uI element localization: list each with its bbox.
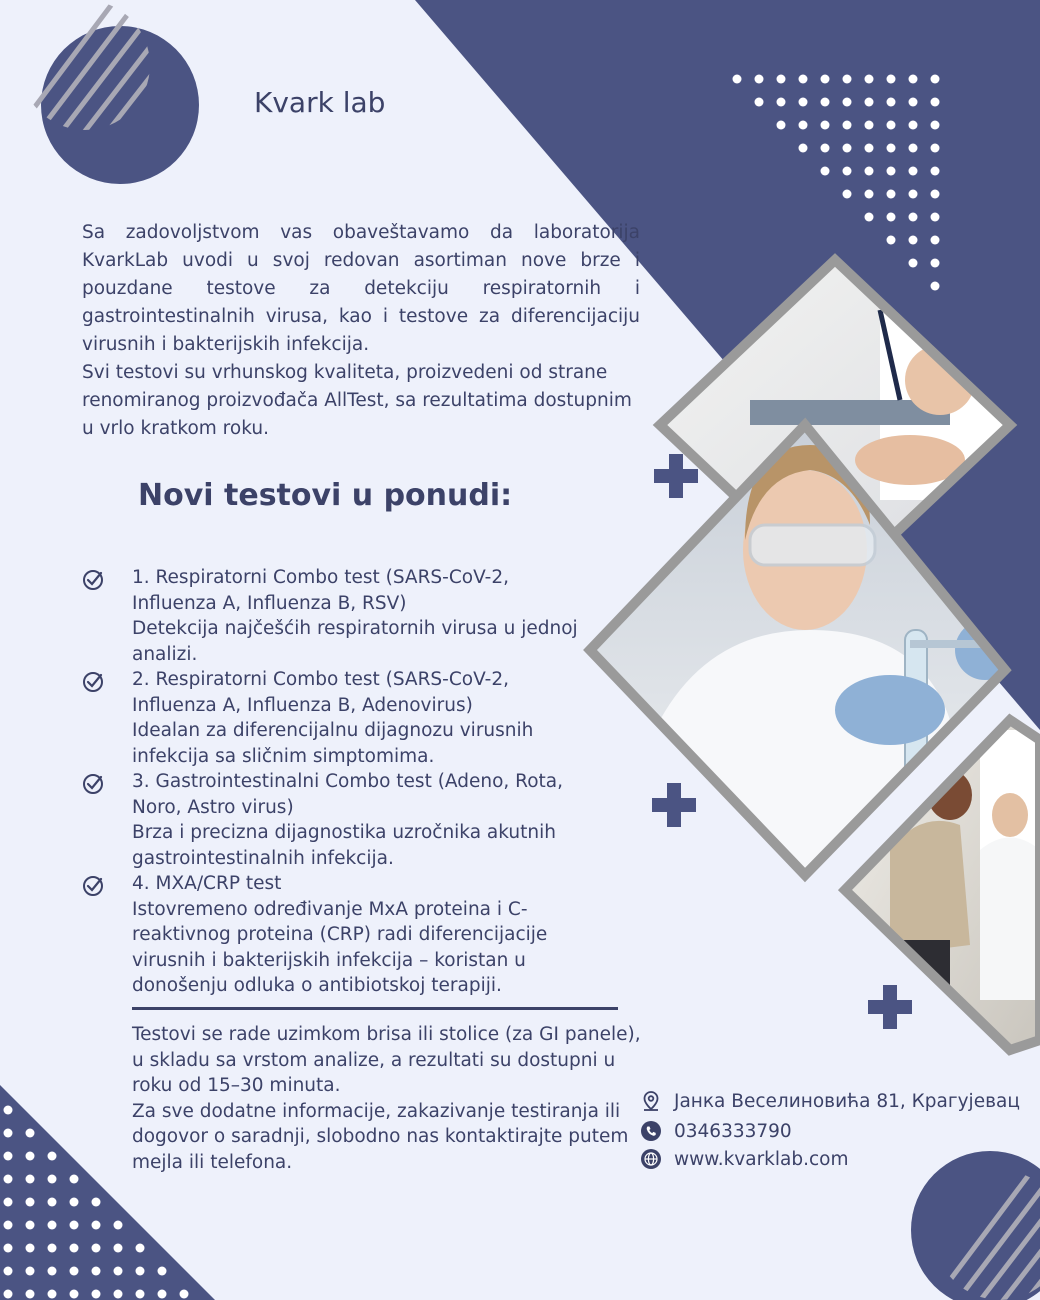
decorative-dot [70,1175,79,1184]
test-name: 1. Respiratorni Combo test (SARS-CoV-2, [132,567,509,588]
decorative-dot [92,1198,101,1207]
tests-list [82,565,642,999]
test-description-cont: reaktivnog proteina (CRP) radi diferencijacije [132,924,548,945]
decorative-dot [48,1198,57,1207]
decorative-dot [4,1175,13,1184]
list-item [82,565,642,667]
test-description-cont: analizi. [132,643,198,665]
decorative-dot [136,1244,145,1253]
decorative-dot [909,98,918,107]
decorative-dot [158,1267,167,1276]
decorative-dot [931,213,940,222]
decorative-dot [887,236,896,245]
globe-icon [640,1148,662,1170]
decorative-dot [48,1267,57,1276]
decorative-dot [931,121,940,130]
decorative-dot [4,1244,13,1253]
decorative-dot [821,75,830,84]
decorative-dot [931,190,940,199]
decorative-dot [92,1290,101,1299]
decorative-dot [4,1129,13,1138]
decorative-dot [843,167,852,176]
decorative-dot [865,213,874,222]
decorative-dot [26,1244,35,1253]
check-circle-icon [82,671,104,693]
test-name: 3. Gastrointestinalni Combo test (Adeno, Rota, [132,771,563,792]
footer-text [132,1022,644,1175]
decorative-dot [733,75,742,84]
decorative-dot [114,1221,123,1230]
list-item [82,769,642,871]
check-circle-icon [82,875,104,897]
test-name: 4. MXA/CRP test [132,873,282,894]
plus-icon [654,454,698,498]
test-name-cont: Influenza A, Influenza B, RSV) [132,592,407,614]
test-description-cont: donošenju odluka o antibiotskoj terapiji. [132,975,502,996]
decorative-dot [799,98,808,107]
footer-paragraph-2: Za sve dodatne informacije, zakazivanje testiranja ili dogovor o saradnji, slobodno nas kontaktirajte putem mejla ili telefona. [132,1100,629,1173]
decorative-dot [48,1152,57,1161]
intro-text [82,219,640,443]
test-description: Idealan za diferencijalnu dijagnozu virusnih [132,720,534,741]
decorative-dot [821,167,830,176]
test-description: Brza i precizna dijagnostika uzročnika akutnih [132,822,556,843]
decorative-dot [887,98,896,107]
test-name-cont: Influenza A, Influenza B, Adenovirus) [132,694,473,716]
intro-paragraph-1: Sa zadovoljstvom vas obaveštavamo da laboratorija KvarkLab uvodi u svoj redovan asortiman nove brze i pouzdane testove za detekciju respiratornih i gastrointestinalnih virusa, kao i testove za diferencijaciju virusnih i bakterijskih infekcija. [82,222,640,355]
decorative-dot [777,98,786,107]
test-description: Detekcija najčešćih respiratornih virusa u jednoj [132,618,578,639]
decorative-dot [114,1244,123,1253]
decorative-dot [909,75,918,84]
decorative-dot [4,1290,13,1299]
contact-address [640,1090,1020,1112]
decorative-dot [799,144,808,153]
test-description-cont: virusnih i bakterijskih infekcija – koristan u [132,949,526,971]
decorative-dot [114,1267,123,1276]
decorative-dot [887,190,896,199]
decorative-dot [909,144,918,153]
decorative-dot [755,98,764,107]
decorative-dot [48,1175,57,1184]
phone-icon [640,1120,662,1142]
decorative-dot [777,75,786,84]
decorative-dot [70,1198,79,1207]
decorative-dot [4,1106,13,1115]
website-link[interactable]: www.kvarklab.com [674,1148,849,1170]
decorative-dot [26,1152,35,1161]
decorative-dot [70,1290,79,1299]
decorative-dot [931,167,940,176]
decorative-dot [136,1267,145,1276]
decorative-dot [26,1290,35,1299]
contact-website [640,1148,849,1170]
address-text: Јанка Веселиновића 81, Крагујевац [674,1090,1020,1112]
decorative-dot [48,1221,57,1230]
contact-phone [640,1120,792,1142]
decorative-dot [799,75,808,84]
photo-collage [580,250,1040,1060]
decorative-dot [909,167,918,176]
decorative-dot [4,1152,13,1161]
decorative-dot [821,121,830,130]
decorative-dot [931,98,940,107]
divider [132,1007,618,1010]
decorative-dot [180,1290,189,1299]
test-name-cont: Noro, Astro virus) [132,796,294,818]
intro-paragraph-2: Svi testovi su vrhunskog kvaliteta, proizvedeni od strane renomiranog proizvođača AllTest, sa rezultatima dostupnim u vrlo kratkom roku. [82,362,632,439]
decorative-dot [887,75,896,84]
plus-icon [868,985,912,1029]
map-pin-icon [640,1090,662,1112]
decorative-dot [4,1221,13,1230]
decorative-dot [26,1198,35,1207]
plus-icon [652,783,696,827]
brand-name: Kvark lab [254,86,386,119]
decorative-dot [865,190,874,199]
decorative-dot [26,1267,35,1276]
phone-text[interactable]: 0346333790 [674,1120,792,1142]
decorative-dot [821,98,830,107]
section-title: Novi testovi u ponudi: [138,478,513,513]
decorative-dot [92,1221,101,1230]
test-description-cont: gastrointestinalnih infekcija. [132,847,394,869]
decorative-dot [865,167,874,176]
decorative-dot [26,1129,35,1138]
decorative-dot [843,121,852,130]
decorative-dot [887,121,896,130]
decorative-dot [909,213,918,222]
decorative-dot [909,121,918,130]
decorative-dot [865,98,874,107]
decorative-dot [26,1175,35,1184]
decorative-dot [821,144,830,153]
decorative-dot [887,167,896,176]
check-circle-icon [82,569,104,591]
decorative-dot [843,144,852,153]
decorative-dot [931,236,940,245]
decorative-dot [26,1221,35,1230]
decorative-dot [865,121,874,130]
decorative-dot [909,236,918,245]
list-item [82,871,642,999]
decorative-dot [799,121,808,130]
test-description: Istovremeno određivanje MxA proteina i C- [132,898,528,920]
decorative-dot [843,75,852,84]
decorative-dot [865,144,874,153]
list-item [82,667,642,769]
top-left-circle [41,26,199,184]
decorative-dot [755,75,764,84]
decorative-dot [48,1290,57,1299]
decorative-dot [92,1267,101,1276]
decorative-dot [887,213,896,222]
decorative-dot [48,1244,57,1253]
decorative-dot [4,1267,13,1276]
decorative-dot [931,144,940,153]
decorative-dot [158,1290,167,1299]
decorative-dot [843,98,852,107]
decorative-dot [4,1198,13,1207]
decorative-dot [136,1290,145,1299]
test-name: 2. Respiratorni Combo test (SARS-CoV-2, [132,669,509,690]
check-circle-icon [82,773,104,795]
decorative-dot [70,1244,79,1253]
decorative-dot [70,1267,79,1276]
decorative-dot [931,75,940,84]
decorative-dot [909,190,918,199]
decorative-dot [865,75,874,84]
decorative-dot [777,121,786,130]
decorative-dot [114,1290,123,1299]
decorative-dot [92,1244,101,1253]
decorative-dot [887,144,896,153]
decorative-dot [70,1221,79,1230]
decorative-dot [843,190,852,199]
footer-paragraph-1: Testovi se rade uzimkom brisa ili stolice (za GI panele), u skladu sa vrstom analize, a rezultati su dostupni u roku od 15–30 minuta. [132,1024,641,1096]
test-description-cont: infekcija sa sličnim simptomima. [132,745,435,767]
